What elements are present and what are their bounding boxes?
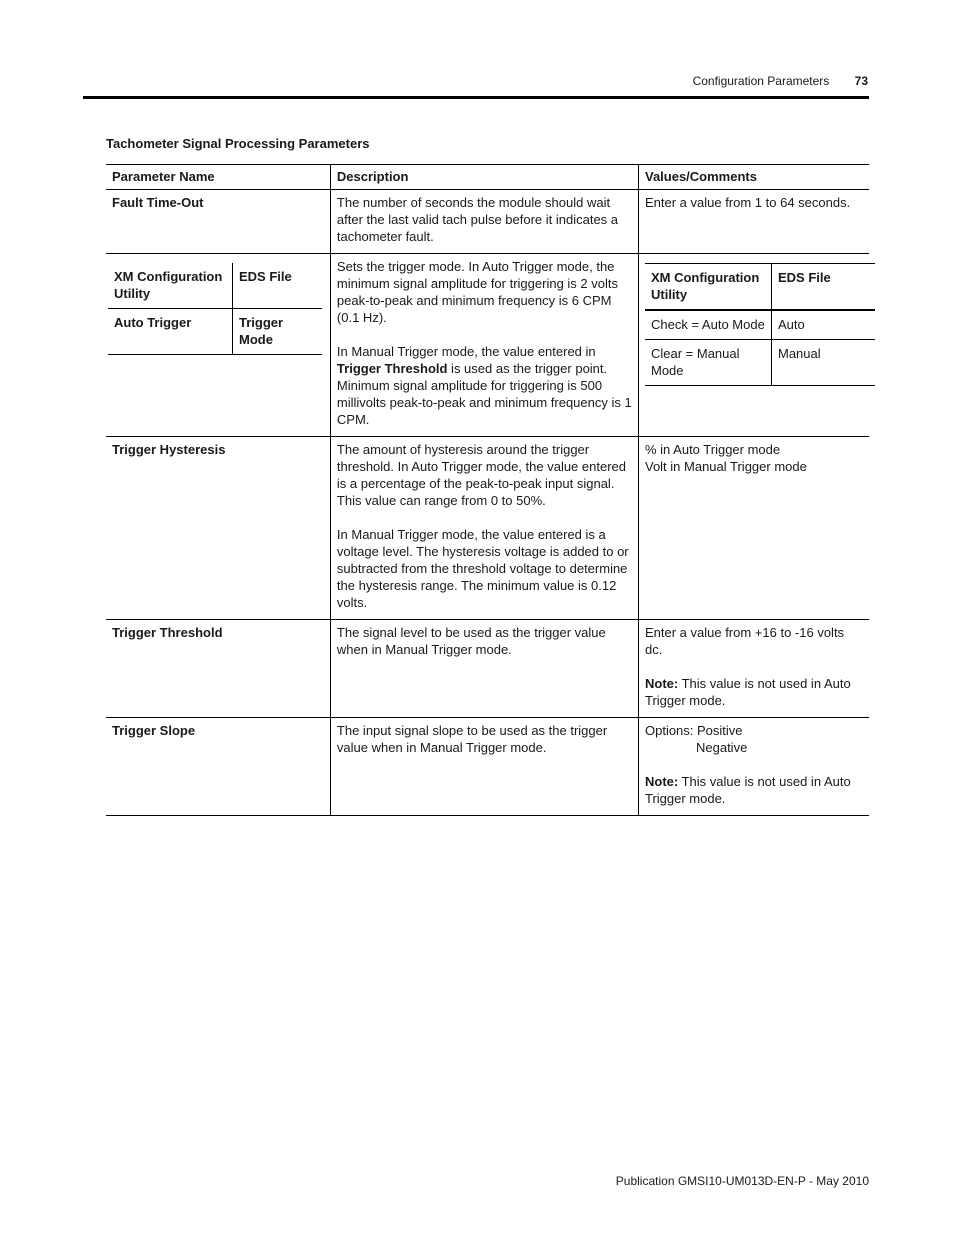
- values-line: Volt in Manual Trigger mode: [644, 459, 807, 474]
- column-header-description: Description: [330, 165, 638, 190]
- options-line: Negative: [695, 740, 748, 755]
- description-text: is used as the trigger point. Minimum signal amplitude for triggering is 500 millivolts peak-to-peak and minimum frequency is 1 CPM.: [336, 361, 632, 427]
- paragraph-gap: [337, 509, 632, 526]
- mapping-xm-name: Auto Trigger: [108, 309, 233, 355]
- table-row-fault-timeout: [106, 190, 869, 254]
- param-values-cell: [638, 254, 869, 437]
- description-paragraph: The amount of hysteresis around the trigger threshold. In Auto Trigger mode, the value entered is a percentage of the peak-to-peak input signal. This value can range from 0 to 50%.: [336, 442, 626, 508]
- param-values: [638, 718, 869, 816]
- mapping-row: [108, 309, 322, 355]
- values-eds-setting: Manual: [777, 346, 821, 361]
- header-rule: [83, 96, 869, 99]
- section-title: Configuration Parameters: [692, 74, 830, 88]
- param-name: Trigger Hysteresis: [112, 442, 226, 457]
- description-paragraph: [337, 343, 632, 428]
- values-row: [645, 340, 875, 386]
- mapping-header-xm: XM Configuration Utility: [108, 263, 233, 309]
- table-title: Tachometer Signal Processing Parameters: [106, 136, 370, 151]
- note: [645, 675, 863, 709]
- values-xm-setting: Clear = Manual Mode: [645, 340, 772, 386]
- values-line: % in Auto Trigger mode: [644, 442, 781, 457]
- paragraph-gap: [645, 658, 863, 675]
- table-header-row: [106, 165, 869, 190]
- page-number: 73: [854, 74, 868, 88]
- values-xm-setting: Check = Auto Mode: [645, 310, 772, 340]
- paragraph-gap: [645, 756, 863, 773]
- param-name: Trigger Slope: [112, 723, 196, 738]
- table-row-auto-trigger: [106, 254, 869, 437]
- param-name: Fault Time-Out: [112, 195, 204, 210]
- param-name: Trigger Threshold: [112, 625, 223, 640]
- param-description: [330, 437, 638, 620]
- values-eds-setting: Auto: [777, 317, 805, 332]
- param-name-cell: [106, 254, 330, 437]
- param-values: [638, 437, 869, 620]
- note-text: This value is not used in Auto Trigger mode.: [644, 774, 851, 806]
- table-row-trigger-hysteresis: [106, 437, 869, 620]
- param-description: The input signal slope to be used as the trigger value when in Manual Trigger mode.: [330, 718, 638, 816]
- parameters-table: [106, 164, 869, 816]
- param-values: Enter a value from 1 to 64 seconds.: [644, 195, 851, 210]
- options-line: Options: Positive: [644, 723, 743, 738]
- description-paragraph: In Manual Trigger mode, the value entered is a voltage level. The hysteresis voltage is added to or subtracted from the threshold voltage to determine the hysteresis range. The minimum value is 0.12 volts.: [336, 527, 629, 610]
- running-header: [693, 74, 868, 88]
- values-row: [645, 310, 875, 340]
- note-label: Note:: [644, 676, 679, 691]
- description-emphasis: Trigger Threshold: [336, 361, 448, 376]
- values-header-row: [645, 264, 875, 311]
- description-text: In Manual Trigger mode, the value entered in: [336, 344, 596, 359]
- name-mapping-table: [108, 263, 322, 355]
- table-row-trigger-slope: [106, 718, 869, 816]
- note-text: This value is not used in Auto Trigger mode.: [644, 676, 851, 708]
- values-header-eds: EDS File: [777, 270, 831, 285]
- values-line: Enter a value from +16 to -16 volts dc.: [644, 625, 845, 657]
- column-header-values: Values/Comments: [644, 169, 757, 184]
- values-header-xm: XM Configuration Utility: [645, 264, 772, 311]
- values-mapping-table: [645, 263, 875, 386]
- param-description: The signal level to be used as the trigger value when in Manual Trigger mode.: [330, 620, 638, 718]
- publication-footer: Publication GMSI10-UM013D-EN-P - May 2010: [615, 1174, 869, 1188]
- mapping-header-eds: EDS File: [239, 269, 292, 284]
- table-row-trigger-threshold: [106, 620, 869, 718]
- param-description: The number of seconds the module should wait after the last valid tach pulse before it indicates a tachometer fault.: [330, 190, 638, 254]
- description-paragraph: Sets the trigger mode. In Auto Trigger mode, the minimum signal amplitude for triggering is 2 volts peak-to-peak and minimum frequency is 6 CPM (0.1 Hz).: [336, 259, 618, 325]
- column-header-parameter-name: Parameter Name: [112, 169, 215, 184]
- paragraph-gap: [337, 326, 632, 343]
- mapping-header-row: [108, 263, 322, 309]
- note: [645, 773, 863, 807]
- param-values: [638, 620, 869, 718]
- note-label: Note:: [644, 774, 679, 789]
- mapping-eds-name: Trigger Mode: [239, 315, 284, 347]
- param-description: [330, 254, 638, 437]
